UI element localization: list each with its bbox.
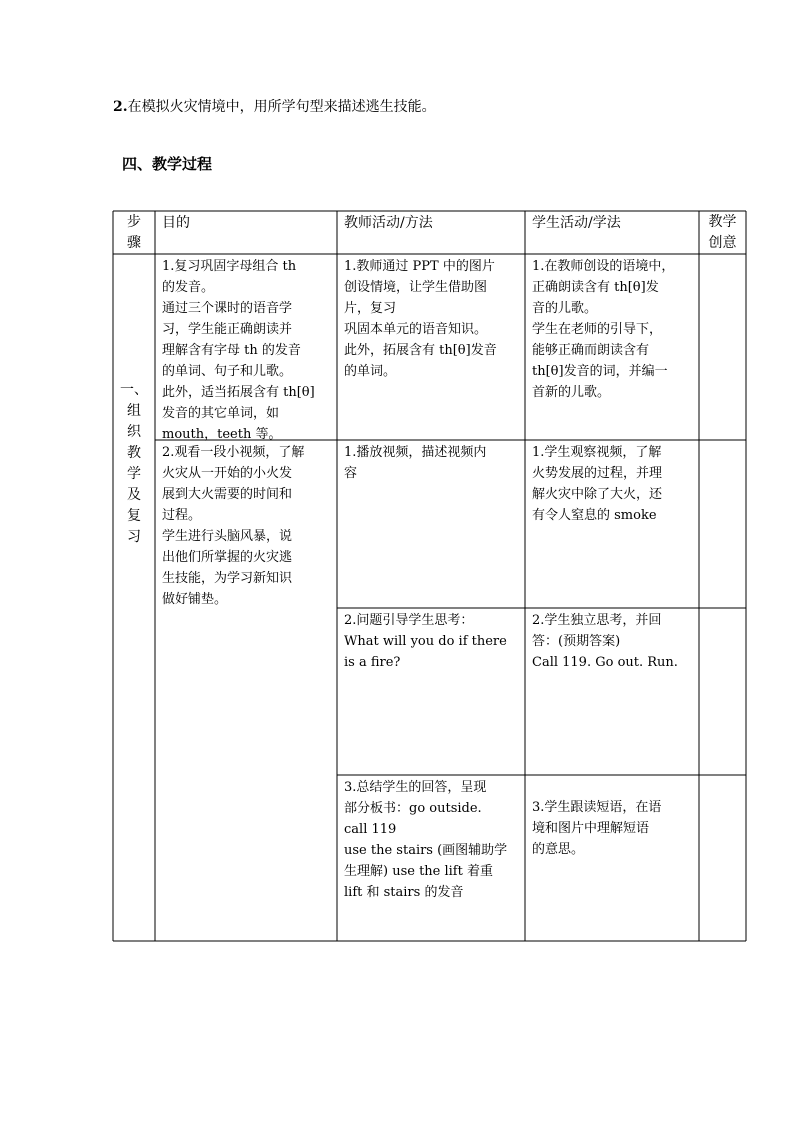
- step-label-char: 一、: [120, 382, 148, 398]
- text-line: 答：(预期答案): [532, 634, 621, 649]
- text-line: 火灾从一开始的小火发: [162, 466, 293, 481]
- text-line: 1.在教师创设的语境中，: [532, 259, 675, 274]
- text-line: 解火灾中除了大火，还: [532, 487, 663, 502]
- text-line: 的意思。: [532, 842, 585, 857]
- section-title: 四、教学过程: [122, 155, 213, 173]
- student-cell-4: [532, 797, 697, 860]
- text-line: 此外，拓展含有 th[θ]发音: [344, 343, 497, 358]
- text-line: 2.问题引导学生思考：: [344, 613, 474, 628]
- header-purpose: 目的: [162, 215, 190, 231]
- text-line: 容: [344, 466, 358, 481]
- text-line: 3.学生跟读短语，在语: [532, 800, 662, 815]
- step-label-char: 教: [127, 445, 141, 461]
- header-creative: [699, 212, 746, 254]
- text-line: mouth，teeth 等。: [162, 427, 282, 442]
- step-label-char: 学: [127, 466, 141, 482]
- step-label-char: 复: [127, 508, 141, 524]
- step-label: [113, 380, 155, 548]
- text-line: 2.学生独立思考，并回: [532, 613, 662, 628]
- text-line: Call 119. Go out. Run.: [532, 655, 678, 670]
- text-line: 过程。: [162, 508, 202, 523]
- text-line: 学生进行头脑风暴，说: [162, 529, 293, 544]
- text-line: is a fire?: [344, 655, 401, 670]
- teacher-cell-3: [344, 610, 522, 673]
- step-label-char: 组: [127, 403, 141, 419]
- text-line: 1.学生观察视频，了解: [532, 445, 662, 460]
- teacher-cell-2: [344, 442, 522, 484]
- text-line: 音的儿歌。: [532, 301, 598, 316]
- text-line: 生技能，为学习新知识: [162, 571, 293, 586]
- text-line: 正确朗读含有 th[θ]发: [532, 280, 659, 295]
- header-creative-line2: 创意: [708, 235, 737, 251]
- text-line: 生理解) use the lift 着重: [344, 864, 493, 879]
- text-line: 展到大火需要的时间和: [162, 487, 293, 502]
- text-line: 巩固本单元的语音知识。: [344, 322, 488, 337]
- text-line: 1.播放视频，描述视频内: [344, 445, 487, 460]
- text-line: 学生在老师的引导下，: [532, 322, 663, 337]
- text-line: 有令人窒息的 smoke: [532, 508, 657, 523]
- text-line: 理解含有字母 th 的发音: [162, 343, 301, 358]
- student-cell-3: [532, 610, 697, 673]
- text-line: 的发音。: [162, 280, 215, 295]
- text-line: 习，学生能正确朗读并: [162, 322, 293, 337]
- text-line: use the stairs (画图辅助学: [344, 843, 508, 858]
- text-line: 1.复习巩固字母组合 th: [162, 259, 297, 274]
- text-line: 片，复习: [344, 301, 397, 316]
- text-line: 能够正确而朗读含有: [532, 343, 650, 358]
- text-line: 境和图片中理解短语: [532, 821, 650, 836]
- header-student-activity: 学生活动/学法: [532, 215, 621, 231]
- text-line: 的单词。: [344, 364, 397, 379]
- student-cell-2: [532, 442, 697, 526]
- text-line: call 119: [344, 822, 397, 837]
- step-label-char: 织: [127, 424, 141, 440]
- text-line: 部分板书：go outside.: [344, 801, 482, 816]
- header-step-line1: 步: [127, 214, 141, 230]
- header-step: [113, 212, 155, 254]
- text-line: 1.教师通过 PPT 中的图片: [344, 259, 495, 274]
- text-line: th[θ]发音的词，并编一: [532, 364, 668, 379]
- text-line: 发音的其它单词，如: [162, 406, 280, 421]
- goal-text: 在模拟火灾情境中，用所学句型来描述逃生技能。: [127, 99, 436, 115]
- header-teacher-activity: 教师活动/方法: [344, 215, 433, 231]
- text-line: 做好铺垫。: [162, 592, 228, 607]
- text-line: 创设情境，让学生借助图: [344, 280, 488, 295]
- text-line: 出他们所掌握的火灾逃: [162, 550, 293, 565]
- goal-number: 2.: [113, 99, 128, 115]
- text-line: 通过三个课时的语音学: [162, 301, 293, 316]
- text-line: 此外，适当拓展含有 th[θ]: [162, 385, 315, 400]
- purpose-cell-2: [162, 442, 334, 610]
- text-line: 首新的儿歌。: [532, 385, 611, 400]
- text-line: What will you do if there: [344, 634, 507, 649]
- purpose-cell-1: [162, 256, 334, 445]
- teacher-cell-1: [344, 256, 522, 382]
- text-line: lift 和 stairs 的发音: [344, 885, 464, 900]
- header-creative-line1: 教学: [708, 214, 737, 230]
- step-label-char: 习: [127, 529, 141, 545]
- text-line: 3.总结学生的回答，呈现: [344, 780, 487, 795]
- text-line: 的单词、句子和儿歌。: [162, 364, 293, 379]
- student-cell-1: [532, 256, 697, 403]
- step-label-char: 及: [127, 487, 141, 503]
- teacher-cell-4: [344, 777, 522, 903]
- text-line: 火势发展的过程，并理: [532, 466, 663, 481]
- header-step-line2: 骤: [127, 235, 141, 251]
- text-line: 2.观看一段小视频，了解: [162, 445, 305, 460]
